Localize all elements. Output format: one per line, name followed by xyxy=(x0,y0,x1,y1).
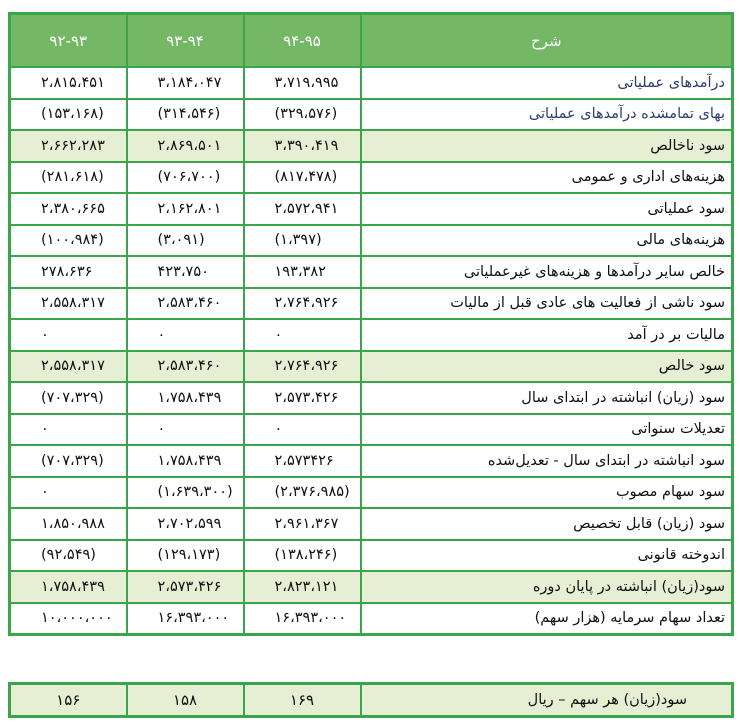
value-94-95: (۱۳۸،۲۴۶) xyxy=(244,540,361,572)
value-92-93: (۱۰۰،۹۸۴) xyxy=(10,225,127,257)
header-row xyxy=(10,14,733,68)
eps-row xyxy=(10,684,733,717)
value-94-95: ۲،۷۶۴،۹۲۶ xyxy=(244,351,361,383)
value-92-93: (۷۰۷،۳۲۹) xyxy=(10,445,127,477)
row-label: سود (زیان) قابل تخصیص xyxy=(361,508,733,540)
value-92-93: ۲،۶۶۲،۲۸۳ xyxy=(10,130,127,162)
table-row xyxy=(10,193,733,225)
value-94-95: (۲،۳۷۶،۹۸۵) xyxy=(244,477,361,509)
row-label: خالص سایر درآمدها و هزینه‌های غیرعملیاتی xyxy=(361,256,733,288)
table-row xyxy=(10,130,733,162)
value-92-93: ۱،۸۵۰،۹۸۸ xyxy=(10,508,127,540)
value-94-95: ۰ xyxy=(244,319,361,351)
header-description: شرح xyxy=(361,14,733,68)
row-label: سود(زیان) انباشته در پایان دوره xyxy=(361,571,733,603)
row-label: اندوخته قانونی xyxy=(361,540,733,572)
eps-label: سود(زیان) هر سهم – ریال xyxy=(361,684,733,717)
eps-92-93: ۱۵۶ xyxy=(10,684,127,717)
table-row xyxy=(10,508,733,540)
table-row xyxy=(10,256,733,288)
value-92-93: ۲،۸۱۵،۴۵۱ xyxy=(10,67,127,99)
value-94-95: (۱،۳۹۷) xyxy=(244,225,361,257)
row-label: سود سهام مصوب xyxy=(361,477,733,509)
value-93-94: ۴۲۳،۷۵۰ xyxy=(127,256,244,288)
value-94-95: ۱۹۳،۳۸۲ xyxy=(244,256,361,288)
value-93-94: ۲،۵۷۳،۴۲۶ xyxy=(127,571,244,603)
value-93-94: ۳،۱۸۴،۰۴۷ xyxy=(127,67,244,99)
header-93-94: ۹۳-۹۴ xyxy=(127,14,244,68)
row-label: سود خالص xyxy=(361,351,733,383)
value-92-93: (۱۵۳،۱۶۸) xyxy=(10,99,127,131)
value-94-95: ۳،۷۱۹،۹۹۵ xyxy=(244,67,361,99)
table-row xyxy=(10,603,733,635)
value-93-94: (۱۲۹،۱۷۳) xyxy=(127,540,244,572)
value-92-93: ۰ xyxy=(10,414,127,446)
value-93-94: ۱،۷۵۸،۴۳۹ xyxy=(127,382,244,414)
header-94-95: ۹۴-۹۵ xyxy=(244,14,361,68)
value-93-94: (۷۰۶،۷۰۰) xyxy=(127,162,244,194)
row-label: سود ناخالص xyxy=(361,130,733,162)
row-label: سود عملیاتی xyxy=(361,193,733,225)
table-row xyxy=(10,162,733,194)
table-row xyxy=(10,99,733,131)
value-93-94: ۲،۸۶۹،۵۰۱ xyxy=(127,130,244,162)
value-92-93: ۲،۵۵۸،۳۱۷ xyxy=(10,288,127,320)
row-label: سود انباشته در ابتدای سال - تعدیل‌شده xyxy=(361,445,733,477)
value-92-93: (۹۲،۵۴۹) xyxy=(10,540,127,572)
value-92-93: ۱،۷۵۸،۴۳۹ xyxy=(10,571,127,603)
value-92-93: ۰ xyxy=(10,319,127,351)
value-94-95: ۲،۷۶۴،۹۲۶ xyxy=(244,288,361,320)
value-93-94: (۳،۰۹۱) xyxy=(127,225,244,257)
value-94-95: ۰ xyxy=(244,414,361,446)
table-row xyxy=(10,571,733,603)
value-93-94: ۲،۱۶۲،۸۰۱ xyxy=(127,193,244,225)
eps-94-95: ۱۶۹ xyxy=(244,684,361,717)
value-92-93: ۱۰،۰۰۰،۰۰۰ xyxy=(10,603,127,635)
value-92-93: (۲۸۱،۶۱۸) xyxy=(10,162,127,194)
value-92-93: ۲۷۸،۶۳۶ xyxy=(10,256,127,288)
value-94-95: ۲،۸۲۳،۱۲۱ xyxy=(244,571,361,603)
row-label: هزینه‌های اداری و عمومی xyxy=(361,162,733,194)
value-94-95: (۳۲۹،۵۷۶) xyxy=(244,99,361,131)
value-92-93: ۲،۵۵۸،۳۱۷ xyxy=(10,351,127,383)
table-row xyxy=(10,351,733,383)
value-94-95: ۳،۳۹۰،۴۱۹ xyxy=(244,130,361,162)
value-93-94: (۳۱۴،۵۴۶) xyxy=(127,99,244,131)
table-row xyxy=(10,414,733,446)
table-row xyxy=(10,445,733,477)
table-row xyxy=(10,382,733,414)
value-92-93: (۷۰۷،۳۲۹) xyxy=(10,382,127,414)
row-label: مالیات بر در آمد xyxy=(361,319,733,351)
value-93-94: ۰ xyxy=(127,319,244,351)
table-row xyxy=(10,67,733,99)
value-93-94: ۰ xyxy=(127,414,244,446)
header-92-93: ۹۲-۹۳ xyxy=(10,14,127,68)
table-row xyxy=(10,225,733,257)
value-94-95: (۸۱۷،۴۷۸) xyxy=(244,162,361,194)
income-statement-table xyxy=(8,12,734,636)
table-row xyxy=(10,477,733,509)
table-row xyxy=(10,319,733,351)
value-94-95: ۱۶،۳۹۳،۰۰۰ xyxy=(244,603,361,635)
row-label: هزینه‌های مالی xyxy=(361,225,733,257)
value-93-94: ۲،۷۰۲،۵۹۹ xyxy=(127,508,244,540)
row-label: تعدیلات سنواتی xyxy=(361,414,733,446)
value-92-93: ۲،۳۸۰،۶۶۵ xyxy=(10,193,127,225)
value-93-94: (۱،۶۳۹،۳۰۰) xyxy=(127,477,244,509)
value-92-93: ۰ xyxy=(10,477,127,509)
value-94-95: ۲،۵۷۳،۴۲۶ xyxy=(244,382,361,414)
value-93-94: ۱۶،۳۹۳،۰۰۰ xyxy=(127,603,244,635)
row-label: درآمدهای عملیاتی xyxy=(361,67,733,99)
row-label: سود (زیان) انباشته در ابتدای سال xyxy=(361,382,733,414)
value-93-94: ۲،۵۸۳،۴۶۰ xyxy=(127,351,244,383)
value-94-95: ۲،۵۷۲،۹۴۱ xyxy=(244,193,361,225)
value-93-94: ۲،۵۸۳،۴۶۰ xyxy=(127,288,244,320)
value-94-95: ۲،۹۶۱،۳۶۷ xyxy=(244,508,361,540)
value-94-95: ۲،۵۷۳۴۲۶ xyxy=(244,445,361,477)
eps-table xyxy=(8,682,734,718)
value-93-94: ۱،۷۵۸،۴۳۹ xyxy=(127,445,244,477)
row-label: تعداد سهام سرمایه (هزار سهم) xyxy=(361,603,733,635)
table-row xyxy=(10,288,733,320)
table-row xyxy=(10,540,733,572)
row-label: سود ناشی از فعالیت های عادی قبل از مالیات xyxy=(361,288,733,320)
eps-93-94: ۱۵۸ xyxy=(127,684,244,717)
row-label: بهای تمامشده درآمدهای عملیاتی xyxy=(361,99,733,131)
